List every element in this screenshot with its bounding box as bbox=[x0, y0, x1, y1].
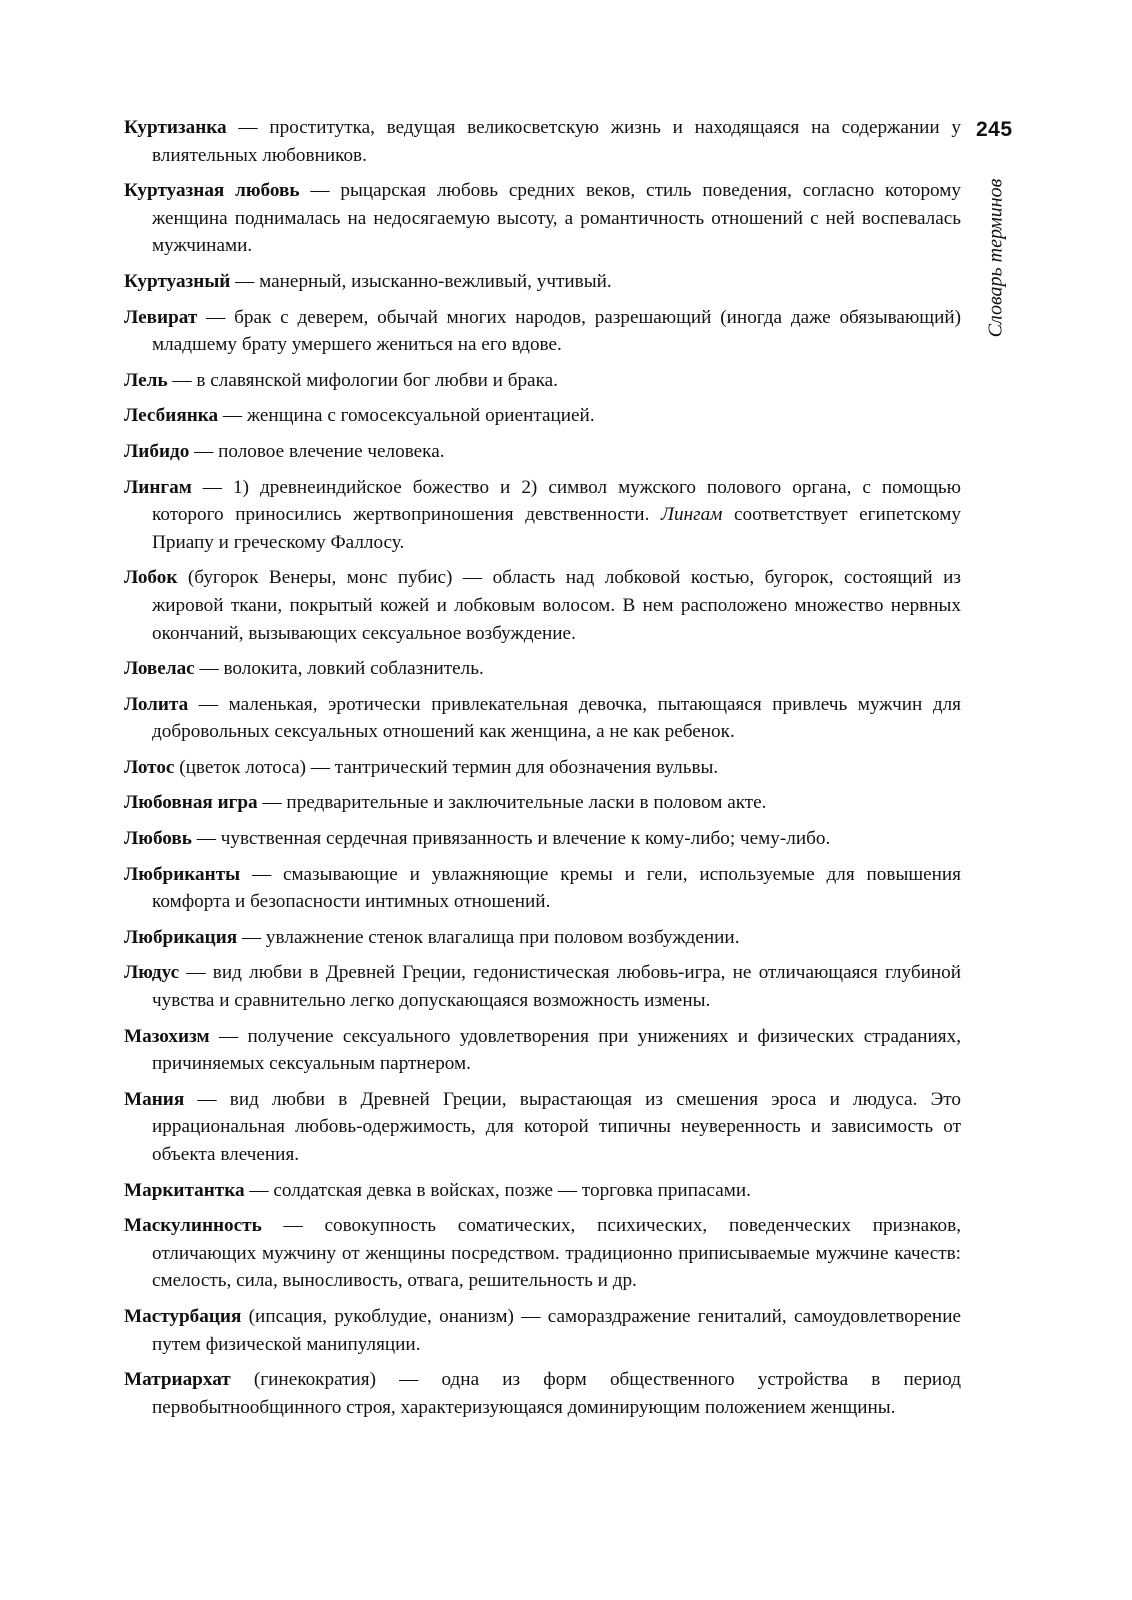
entry-definition: — смазывающие и увлажняющие кремы и гели, используемые для повышения комфорта и безопасности интимных отношений. bbox=[152, 863, 961, 913]
glossary-entry bbox=[124, 924, 961, 952]
running-head: Словарь терминов bbox=[984, 178, 1007, 338]
glossary-entry bbox=[124, 691, 961, 746]
page-number: 245 bbox=[976, 118, 1013, 141]
entry-term: Лобок bbox=[124, 567, 178, 589]
entry-term: Людус bbox=[124, 962, 180, 984]
entry-term: Лотос bbox=[124, 756, 175, 778]
entry-definition: — чувственная сердечная привязанность и влечение к кому-либо; чему-либо. bbox=[191, 828, 831, 850]
glossary-entry bbox=[124, 655, 961, 683]
entry-definition: — волокита, ловкий соблазнитель. bbox=[194, 658, 484, 680]
entry-term: Любовь bbox=[124, 828, 192, 850]
entry-definition: — 1) древнеиндийское божество и 2) символ мужского полового органа, с помощью которого приносились жертвоприношения девственности. bbox=[152, 476, 961, 526]
entry-term: Куртуазная любовь bbox=[124, 180, 300, 202]
entry-term: Любовная игра bbox=[124, 792, 258, 814]
glossary-entry bbox=[124, 959, 961, 1014]
entry-definition: — брак с деверем, обычай многих народов, разрешающий (иногда даже обязывающий) младшему брату умершего жениться на его вдове. bbox=[152, 306, 961, 356]
entry-definition: — предварительные и заключительные ласки в половом акте. bbox=[257, 792, 767, 814]
entry-term: Маркитантка bbox=[124, 1179, 245, 1201]
entry-term: Мастурбация bbox=[124, 1305, 242, 1327]
glossary-entries bbox=[124, 114, 961, 1429]
entry-term: Матриархат bbox=[124, 1369, 231, 1391]
entry-definition: (ипсация, рукоблудие, онанизм) — самораздражение гениталий, самоудовлетворение путем физической манипуляции. bbox=[152, 1305, 961, 1355]
entry-definition: — вид любви в Древней Греции, вырастающая из смешения эроса и людуса. Это иррациональная любовь-одержимость, для которой типичны неуверенность и зависимость от объекта влечения. bbox=[152, 1088, 961, 1165]
glossary-entry bbox=[124, 304, 961, 359]
entry-term: Любрикация bbox=[124, 926, 238, 948]
glossary-entry bbox=[124, 825, 961, 853]
glossary-entry bbox=[124, 861, 961, 916]
entry-term: Любриканты bbox=[124, 863, 241, 885]
glossary-entry bbox=[124, 268, 961, 296]
glossary-entry bbox=[124, 367, 961, 395]
glossary-entry bbox=[124, 564, 961, 647]
entry-definition: — проститутка, ведущая великосветскую жизнь и находящаяся на содержании у влиятельных любовников. bbox=[152, 117, 961, 166]
glossary-entry bbox=[124, 402, 961, 430]
glossary-entry bbox=[124, 789, 961, 817]
entry-definition: — рыцарская любовь средних веков, стиль поведения, согласно которому женщина поднималась на недосягаемую высоту, а романтичность отношений с ней воспевалась мужчинами. bbox=[152, 180, 962, 257]
entry-definition: — маленькая, эротически привлекательная девочка, пытающаяся привлечь мужчин для добровольных сексуальных отношений как женщина, а не как ребенок. bbox=[152, 693, 961, 743]
entry-term: Мания bbox=[124, 1088, 185, 1110]
glossary-entry bbox=[124, 1086, 961, 1169]
glossary-entry bbox=[124, 1366, 961, 1421]
entry-term: Маскулинность bbox=[124, 1215, 262, 1237]
entry-definition: — половое влечение человека. bbox=[189, 440, 445, 462]
entry-term: Куртизанка bbox=[124, 117, 227, 138]
glossary-entry bbox=[124, 1212, 961, 1295]
entry-term: Мазохизм bbox=[124, 1025, 210, 1047]
glossary-entry bbox=[124, 1023, 961, 1078]
entry-definition: — получение сексуального удовлетворения при унижениях и физических страданиях, причиняемых сексуальным партнером. bbox=[152, 1025, 961, 1075]
entry-term: Лингам bbox=[124, 476, 192, 498]
entry-term: Лесбиянка bbox=[124, 405, 219, 427]
glossary-entry bbox=[124, 754, 961, 782]
entry-definition-tail: соответствует египетскому Приапу и греческому Фаллосу. bbox=[152, 504, 961, 553]
entry-definition: — женщина с гомосексуальной ориентацией. bbox=[218, 405, 595, 427]
entry-term: Куртуазный bbox=[124, 270, 231, 292]
entry-term: Лель bbox=[124, 369, 168, 391]
entry-term: Ловелас bbox=[124, 658, 195, 680]
glossary-entry bbox=[124, 438, 961, 466]
entry-definition: (гинекократия) — одна из форм общественного устройства в период первобытнообщинного строя, характеризующаяся доминирующим положением женщины. bbox=[152, 1369, 961, 1418]
entry-term: Левират bbox=[124, 306, 198, 328]
entry-definition: (цветок лотоса) — тантрический термин для обозначения вульвы. bbox=[174, 756, 719, 778]
entry-definition: — вид любви в Древней Греции, гедонистическая любовь-игра, не отличающаяся глубиной чувства и сравнительно легко допускающаяся возможность измены. bbox=[152, 962, 961, 1012]
entry-term: Либидо bbox=[124, 440, 190, 462]
entry-definition: — в славянской мифологии бог любви и брака. bbox=[167, 369, 558, 391]
entry-definition-italic: Лингам bbox=[660, 504, 723, 526]
entry-definition: (бугорок Венеры, монс пубис) — область над лобковой костью, бугорок, состоящий из жировой ткани, покрытый кожей и лобковым волосом. В нем расположено множество нервных окончаний, вызывающих сексуальное возбуждение. bbox=[152, 567, 961, 644]
glossary-entry bbox=[124, 177, 961, 260]
entry-definition: — увлажнение стенок влагалища при половом возбуждении. bbox=[237, 926, 740, 948]
entry-term: Лолита bbox=[124, 693, 189, 715]
glossary-entry bbox=[124, 474, 961, 557]
glossary-entry bbox=[124, 114, 961, 169]
entry-definition: — совокупность соматических, психических, поведенческих признаков, отличающих мужчину от женщины посредством. традиционно приписываемые мужчине качеств: смелость, сила, выносливость, отвага, решительность и др. bbox=[152, 1215, 961, 1292]
glossary-entry bbox=[124, 1303, 961, 1358]
glossary-entry bbox=[124, 1177, 961, 1205]
entry-definition: — солдатская девка в войсках, позже — торговка припасами. bbox=[244, 1179, 751, 1201]
entry-definition: — манерный, изысканно-вежливый, учтивый. bbox=[230, 270, 612, 292]
